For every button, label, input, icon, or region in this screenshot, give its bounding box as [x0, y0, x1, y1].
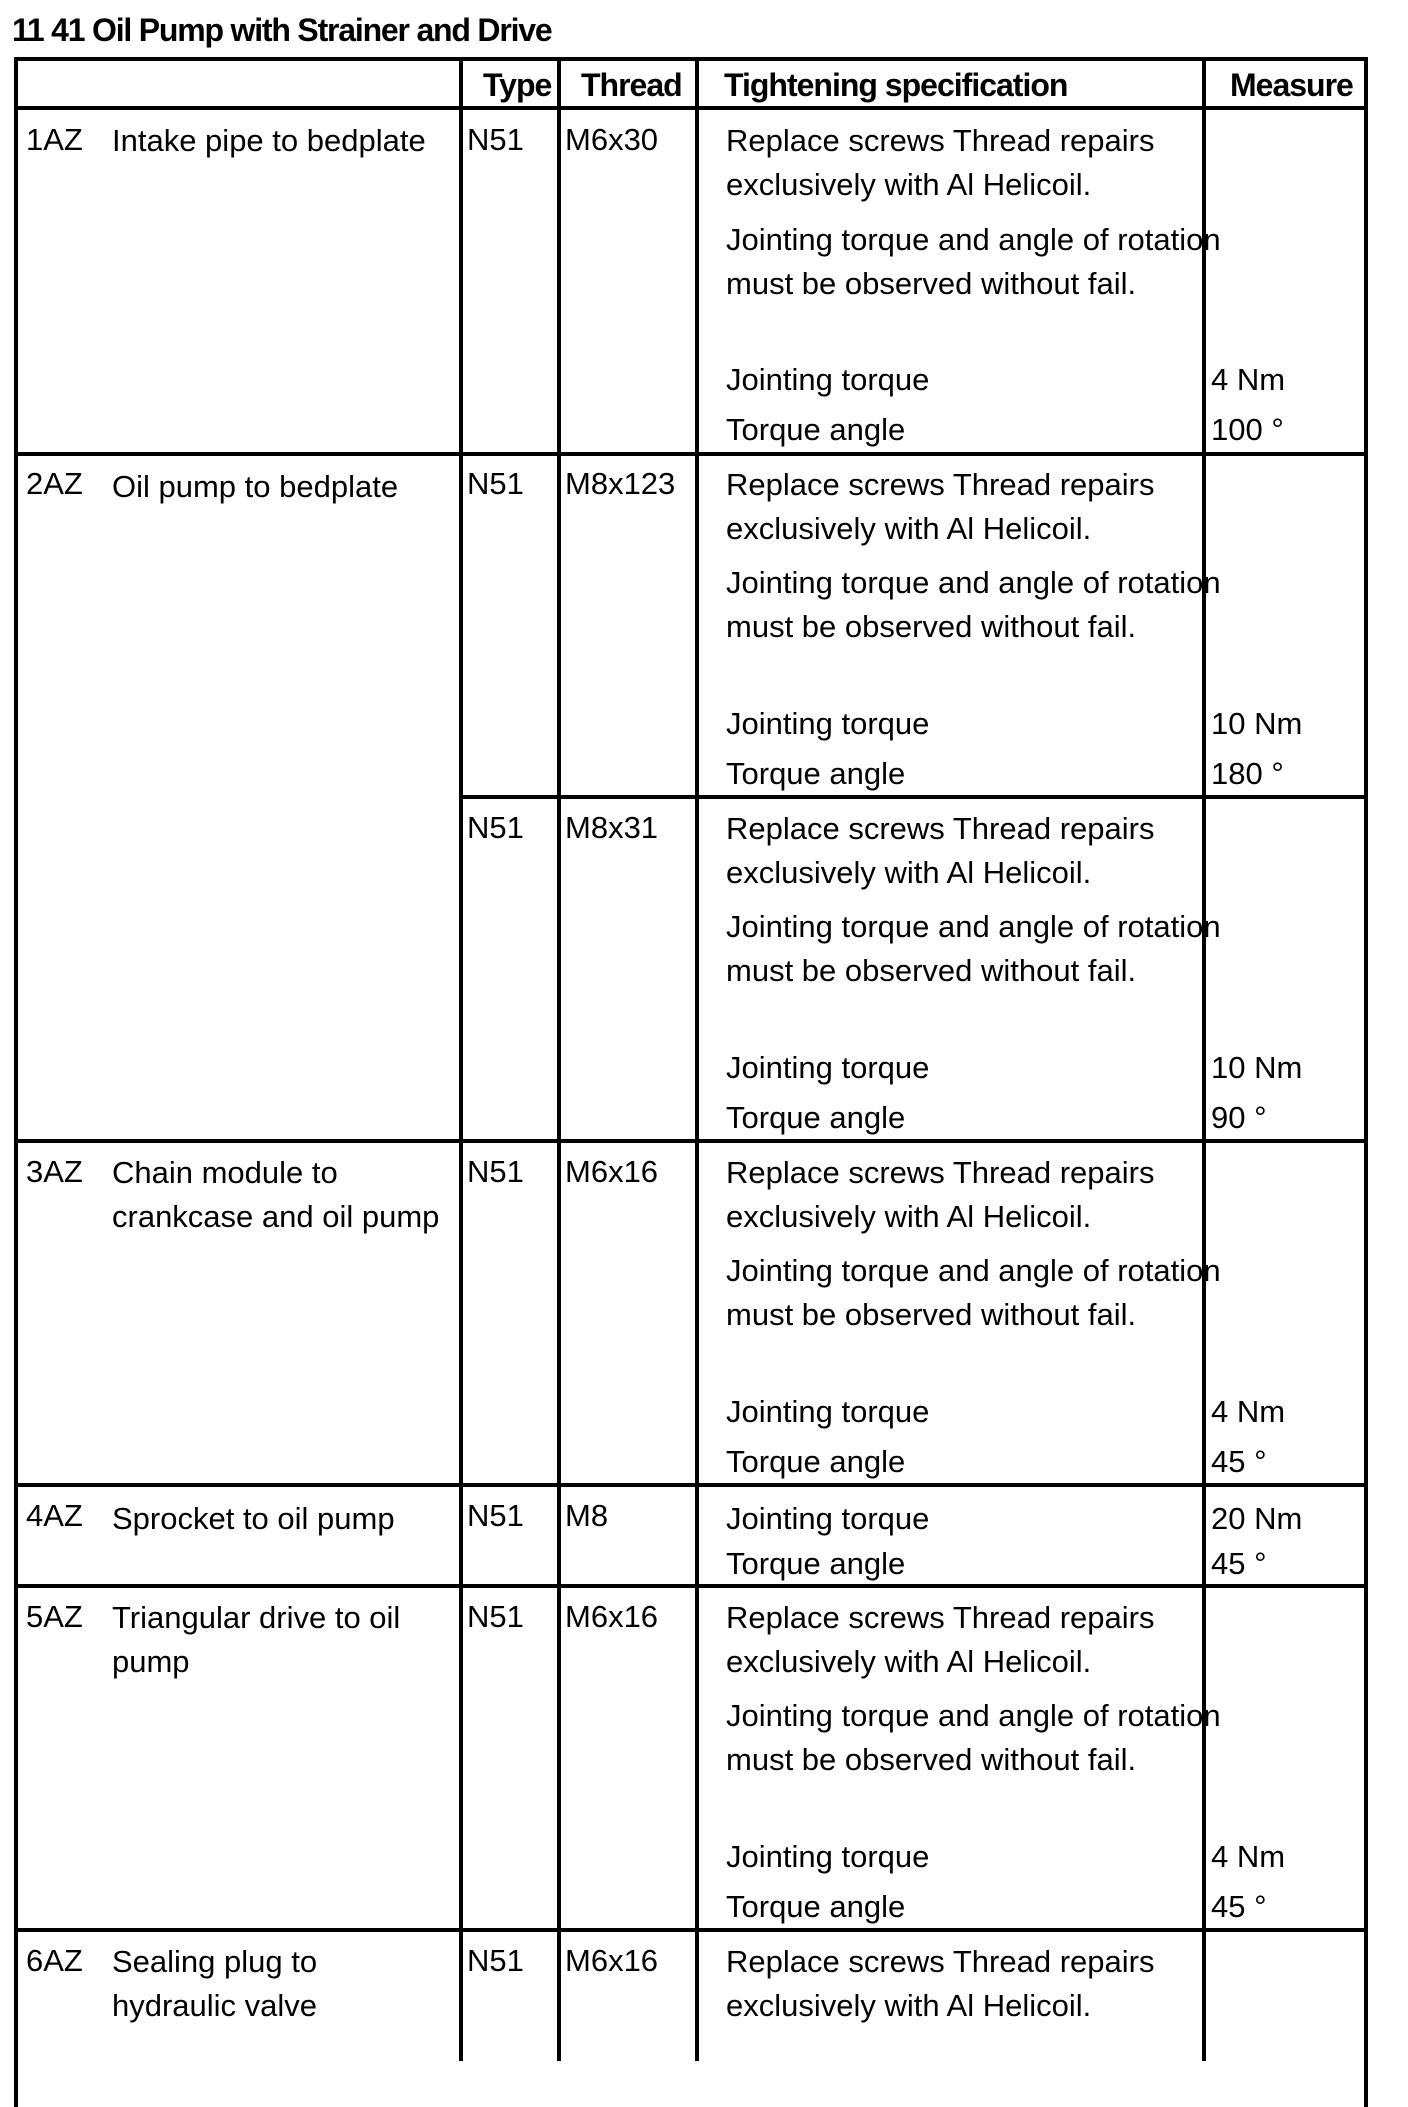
fastener-type: N51: [467, 466, 524, 501]
fastener-thread: M6x16: [565, 1154, 659, 1189]
spec-jointing-torque-label: Jointing torque: [726, 1839, 930, 1874]
row-divider: [18, 1139, 1364, 1143]
spec-torque-angle-label: Torque angle: [726, 756, 906, 791]
spec-jointing-torque-label: Jointing torque: [726, 706, 930, 741]
fastener-thread: M8x31: [565, 810, 659, 845]
measure-torque: 4 Nm: [1211, 1839, 1286, 1874]
measure-angle: 90 °: [1211, 1100, 1267, 1135]
measure-angle: 45 °: [1211, 1546, 1267, 1581]
fastener-type: N51: [467, 122, 524, 157]
measure-angle: 100 °: [1211, 412, 1284, 447]
spec-torque-angle-label: Torque angle: [726, 412, 906, 447]
page-title: 11 41 Oil Pump with Strainer and Drive: [12, 12, 552, 48]
spec-observe-text: Jointing torque and angle of rotation must be observed without fail.: [726, 909, 1221, 988]
fastener-type: N51: [467, 1943, 524, 1978]
row-code: 3AZ: [26, 1154, 83, 1189]
spec-jointing-torque-label: Jointing torque: [726, 1501, 930, 1536]
column-divider: [695, 61, 699, 2061]
header-thread: Thread: [581, 67, 682, 103]
spec-observe-text: Jointing torque and angle of rotation must be observed without fail.: [726, 222, 1221, 301]
column-divider: [459, 61, 463, 2061]
spec-torque-angle-label: Torque angle: [726, 1444, 906, 1479]
row-code: 6AZ: [26, 1943, 83, 1978]
row-description: Chain module to crankcase and oil pump: [112, 1155, 440, 1234]
row-code: 1AZ: [26, 122, 83, 157]
spec-replace-text: Replace screws Thread repairs exclusively with Al Helicoil.: [726, 1155, 1155, 1234]
spec-observe-text: Jointing torque and angle of rotation must be observed without fail.: [726, 1698, 1221, 1777]
row-description: Sealing plug to hydraulic valve: [112, 1944, 318, 2023]
header-divider: [18, 106, 1364, 110]
row-description: Triangular drive to oil pump: [112, 1600, 401, 1679]
row-divider: [18, 1584, 1364, 1588]
spec-jointing-torque-label: Jointing torque: [726, 1050, 930, 1085]
measure-torque: 10 Nm: [1211, 1050, 1303, 1085]
fastener-thread: M6x30: [565, 122, 659, 157]
spec-torque-angle-label: Torque angle: [726, 1100, 906, 1135]
fastener-type: N51: [467, 1498, 524, 1533]
spec-replace-text: Replace screws Thread repairs exclusively with Al Helicoil.: [726, 123, 1155, 202]
spec-replace-text: Replace screws Thread repairs exclusively with Al Helicoil.: [726, 467, 1155, 546]
measure-torque: 10 Nm: [1211, 706, 1303, 741]
row-code: 5AZ: [26, 1599, 83, 1634]
sub-row-divider: [459, 795, 1364, 799]
column-divider: [557, 61, 561, 2061]
measure-torque: 20 Nm: [1211, 1501, 1303, 1536]
fastener-thread: M8: [565, 1498, 609, 1533]
row-description: Oil pump to bedplate: [112, 469, 399, 504]
measure-torque: 4 Nm: [1211, 1394, 1286, 1429]
spec-torque-angle-label: Torque angle: [726, 1889, 906, 1924]
header-type: Type: [483, 67, 552, 103]
spec-replace-text: Replace screws Thread repairs exclusively with Al Helicoil.: [726, 1944, 1155, 2023]
row-code: 2AZ: [26, 466, 83, 501]
measure-angle: 45 °: [1211, 1889, 1267, 1924]
spec-torque-angle-label: Torque angle: [726, 1546, 906, 1581]
row-divider: [18, 1928, 1364, 1932]
spec-replace-text: Replace screws Thread repairs exclusively with Al Helicoil.: [726, 811, 1155, 890]
row-divider: [18, 1483, 1364, 1487]
row-code: 4AZ: [26, 1498, 83, 1533]
measure-torque: 4 Nm: [1211, 362, 1286, 397]
fastener-type: N51: [467, 810, 524, 845]
fastener-thread: M6x16: [565, 1943, 659, 1978]
spec-observe-text: Jointing torque and angle of rotation must be observed without fail.: [726, 1253, 1221, 1332]
measure-angle: 45 °: [1211, 1444, 1267, 1479]
fastener-thread: M6x16: [565, 1599, 659, 1634]
header-measure: Measure: [1230, 67, 1353, 103]
fastener-thread: M8x123: [565, 466, 676, 501]
spec-jointing-torque-label: Jointing torque: [726, 362, 930, 397]
header-tightening-specification: Tightening specification: [724, 67, 1068, 103]
measure-angle: 180 °: [1211, 756, 1284, 791]
spec-observe-text: Jointing torque and angle of rotation must be observed without fail.: [726, 565, 1221, 644]
fastener-type: N51: [467, 1599, 524, 1634]
torque-spec-table: [14, 57, 1368, 2107]
spec-jointing-torque-label: Jointing torque: [726, 1394, 930, 1429]
row-divider: [18, 452, 1364, 456]
row-description: Sprocket to oil pump: [112, 1501, 395, 1536]
fastener-type: N51: [467, 1154, 524, 1189]
row-description: Intake pipe to bedplate: [112, 123, 426, 158]
spec-replace-text: Replace screws Thread repairs exclusively with Al Helicoil.: [726, 1600, 1155, 1679]
